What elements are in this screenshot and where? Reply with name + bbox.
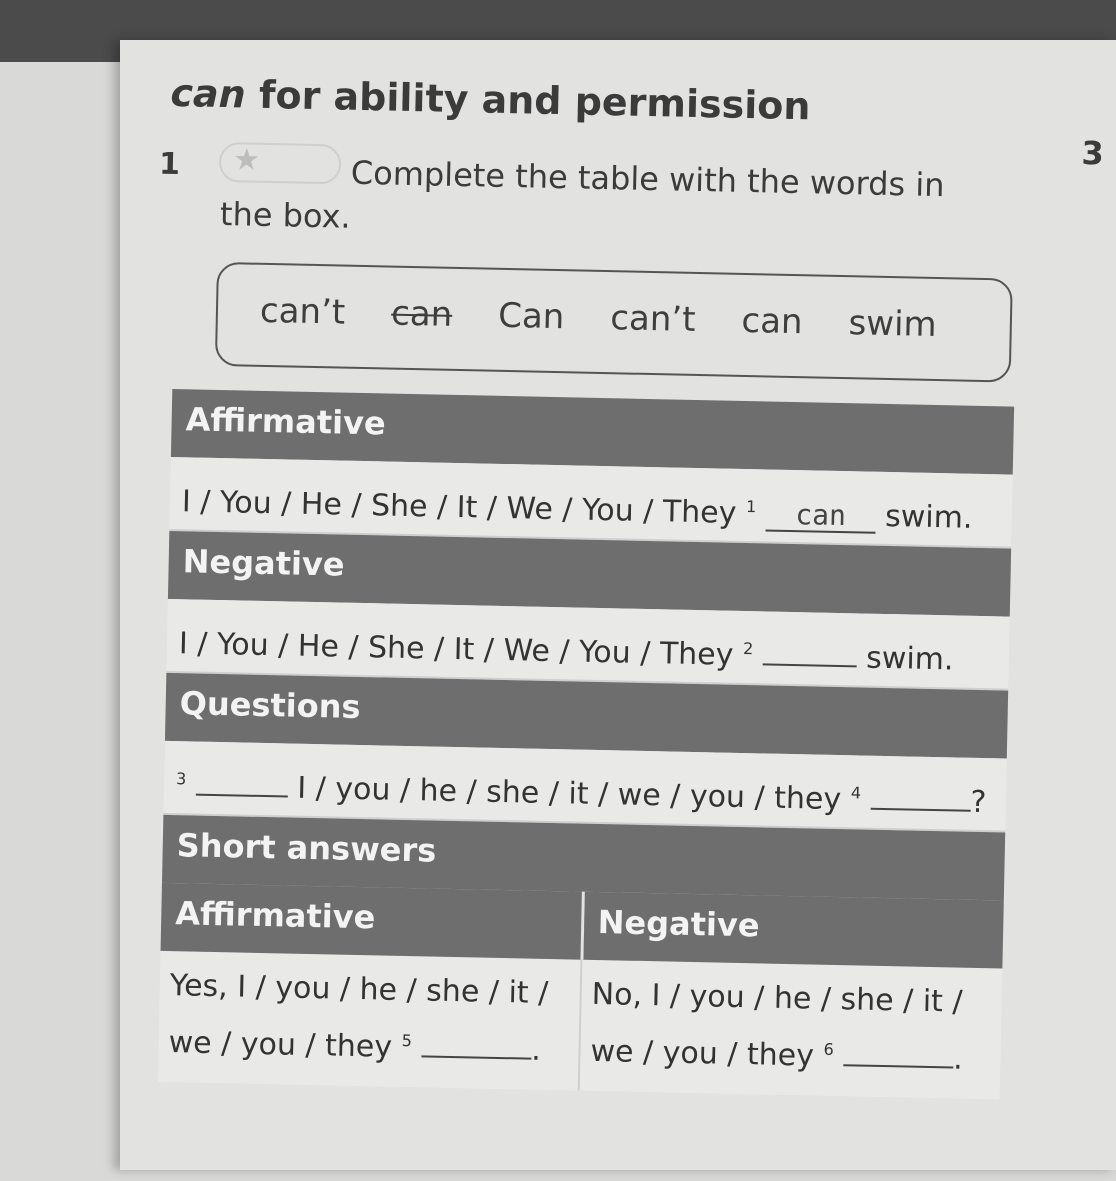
column-header-negative: Negative (583, 892, 1004, 969)
subject-list: I / you / he / she / it / we / you / they (296, 770, 842, 818)
gap-1-answer[interactable]: can (765, 499, 876, 533)
gap-number: 5 (401, 1030, 413, 1051)
gap-number: 3 (175, 769, 187, 789)
section-header-negative: Negative (168, 531, 1011, 617)
short-answer-row (158, 951, 1003, 1100)
subject-list: I / You / He / She / It / We / You / They (178, 626, 734, 673)
word-item: can’t (609, 298, 696, 340)
row-ending: swim. (865, 640, 954, 678)
title-rest: for ability and permission (245, 72, 811, 129)
gap-number: 6 (823, 1039, 835, 1059)
title-italic: can (170, 70, 247, 117)
gap-number: 1 (745, 497, 757, 517)
gap-number: 4 (850, 783, 862, 803)
word-item: Can (497, 295, 565, 338)
subject-list: I / You / He / She / It / We / You / They (181, 484, 737, 531)
word-item: can (741, 300, 804, 343)
star-icon: ★ (232, 142, 261, 178)
word-item: swim (848, 303, 938, 345)
gap-4-blank[interactable] (870, 808, 970, 812)
answer-ending: . (530, 1032, 542, 1068)
gap-3-blank[interactable] (196, 794, 288, 798)
row-ending: swim. (884, 498, 973, 536)
row-ending: ? (970, 784, 987, 821)
word-list (260, 291, 938, 345)
section-header-questions: Questions (165, 673, 1008, 759)
affirmative-short-answer (158, 951, 583, 1091)
no-answer-text: No, I / you / he / she / it / we / you / they (590, 976, 963, 1074)
gap-2-blank[interactable] (763, 663, 857, 667)
section-header-affirmative: Affirmative (171, 389, 1014, 475)
yes-answer-text: Yes, I / you / he / she / it / we / you / they (168, 968, 549, 1065)
gap-number: 2 (742, 639, 754, 659)
section-header-short-answers: Short answers (162, 815, 1005, 901)
exercise-instruction: Complete the table with the words in the box. (219, 153, 945, 236)
word-box (215, 262, 1013, 383)
gap-6-blank[interactable] (843, 1064, 953, 1068)
page-title (170, 71, 811, 128)
gap-5-blank[interactable] (421, 1055, 531, 1059)
negative-short-answer (580, 960, 1003, 1100)
exercise-number: 1 (158, 146, 181, 183)
grammar-table (158, 389, 1014, 1099)
answer-ending: . (952, 1041, 964, 1077)
word-item-crossed-out: can (390, 293, 453, 335)
word-item: can’t (259, 290, 346, 333)
column-header-affirmative: Affirmative (161, 883, 585, 960)
page-number: 3 (1081, 133, 1105, 173)
